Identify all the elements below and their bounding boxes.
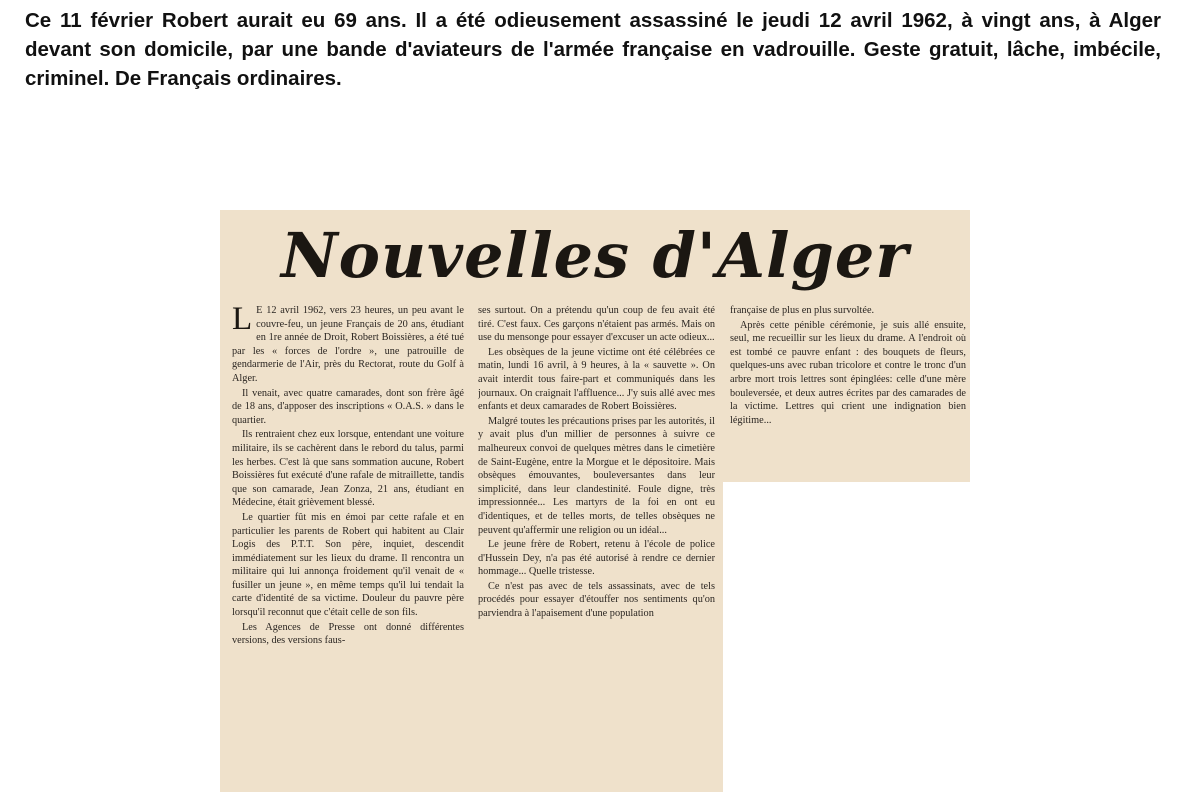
- article-paragraph: Il venait, avec quatre camarades, dont son frère âgé de 18 ans, d'apposer des inscriptions « O.A.S. » dans le quartier.: [232, 387, 464, 426]
- newspaper-clipping: [220, 210, 970, 792]
- clipping-headline: Nouvelles d'Alger: [280, 219, 910, 292]
- article-column-1: [232, 304, 464, 790]
- article-paragraph: Les obsèques de la jeune victime ont été célébrées ce matin, lundi 16 avril, à 9 heures, à la « sauvette ». On avait interdit tous faire-part et communiqués dans les journaux. On craignait l'affluence... J'y suis allé avec mes enfants et deux camarades de Robert Boissières.: [478, 346, 715, 413]
- article-paragraph: ses surtout. On a prétendu qu'un coup de feu avait été tiré. C'est faux. Ces garçons n'étaient pas armés. Mais on use du mensonge pour essayer d'excuser un acte odieux...: [478, 305, 715, 344]
- article-paragraph: Les Agences de Presse ont donné différentes versions, des versions faus-: [232, 621, 464, 647]
- paragraph-text: E 12 avril 1962, vers 23 heures, un peu avant le couvre-feu, un jeune Français de 20 ans, étudiant en 1re année de Droit, Robert Boissières, a été tué par les « forces de l'ordre », une patrouille de gendarmerie de l'Air, près du Rectorat, route du Golf à Alger.: [232, 305, 464, 384]
- article-paragraph: Ce n'est pas avec de tels assassinats, avec de tels procédés pour essayer d'étouffer nos sentiments qu'on parviendra à l'apaisement d'une population: [478, 580, 715, 620]
- article-paragraph: Le quartier fût mis en émoi par cette rafale et en particulier les parents de Robert qui habitent au Clair Logis des P.T.T. Son père, inquiet, descendit immédiatement sur les lieux du drame. Il rencontra un militaire qui lui annonça froidement qu'il venait de « fusiller un jeune », en même temps qu'il lui tendait la carte d'identité de sa victime. Douleur du pauvre père lorsqu'il reconnut que c'était celle de son fils.: [232, 511, 464, 619]
- article-paragraph: Ils rentraient chez eux lorsque, entendant une voiture militaire, ils se cachèrent dans le rebord du talus, parmi les herbes. C'est là que sans sommation aucune, Robert Boissières fut exécuté d'une rafale de mitraillette, tandis que son camarade, Jean Zonza, 21 ans, étudiant en Médecine, était grièvement blessé.: [232, 429, 464, 509]
- article-column-2: [478, 304, 715, 790]
- article-paragraph: Après cette pénible cérémonie, je suis allé ensuite, seul, me recueillir sur les lieux du drame. A l'endroit où est tombé ce pauvre enfant : des bouquets de fleurs, quelques-uns avec ruban tricolore et contre le tronc d'un arbre mort trois lettres sont épinglées: celle d'une mère bouleversée, et deux autres écrites par des camarades de la victime. Lettres qui crient une indignation bien légitime...: [730, 319, 966, 426]
- article-paragraph: française de plus en plus survoltée.: [730, 305, 875, 316]
- drop-cap: L: [232, 304, 253, 337]
- article-paragraph: Malgré toutes les précautions prises par les autorités, il y avait plus d'un millier de personnes à suivre ce malheureux convoi de quelques mètres dans le cimetière de Saint-Eugène, entre la Morgue et le dépositoire. Mais obsèques émouvantes, bouleversantes dans leur simplicité, dans leur clandestinité. Foule digne, très impressionnée... Les martyrs de la foi en ont eu d'identiques, et de telles morts, de telles obsèques ne peuvent qu'affermir une religion ou un idéal...: [478, 415, 715, 536]
- article-paragraph: [232, 304, 464, 386]
- article-paragraph: Le jeune frère de Robert, retenu à l'école de police d'Hussein Dey, n'a pas été autorisé à rendre ce dernier hommage... Quelle tristesse.: [478, 539, 715, 578]
- article-column-3: [730, 304, 966, 476]
- intro-paragraph: Ce 11 février Robert aurait eu 69 ans. Il a été odieusement assassiné le jeudi 12 avril 1962, à vingt ans, à Alger devant son domicile, par une bande d'aviateurs de l'armée française en vadrouille. Geste gratuit, lâche, imbécile, criminel. De Français ordinaires.: [25, 9, 1161, 90]
